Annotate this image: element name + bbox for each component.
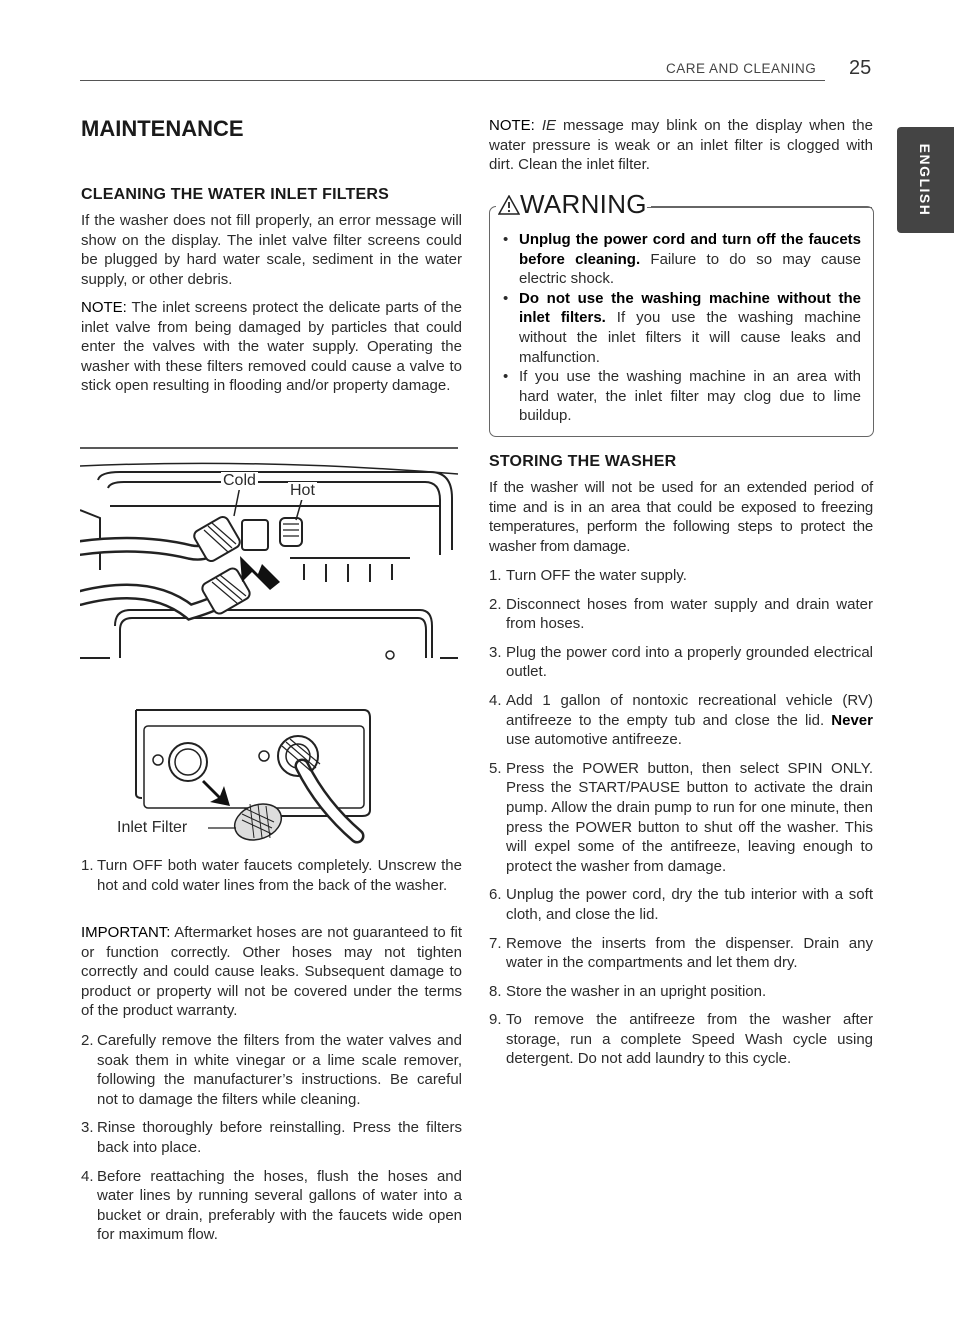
list-item xyxy=(489,595,873,634)
step-number: 3. xyxy=(489,643,502,661)
language-tab-label: ENGLISH xyxy=(917,143,933,217)
step-bold-text: Never xyxy=(824,711,873,729)
step-number: 4. xyxy=(81,1167,94,1185)
steps-list-part2 xyxy=(81,1031,462,1254)
error-code: IE xyxy=(541,117,557,134)
inlet-filter-label: Inlet Filter xyxy=(117,819,188,836)
page-number: 25 xyxy=(849,57,872,79)
list-item: • Unplug the power cord and turn off the faucets before cleaning. Failure to do so may cause electric shock. xyxy=(503,231,861,288)
step-number: 8. xyxy=(489,982,502,1000)
step-text-after: use automotive antifreeze. xyxy=(506,731,682,749)
step-text: Turn OFF the water supply. xyxy=(506,567,687,584)
step-text: Rinse thoroughly before reinstalling. Press the filters back into place. xyxy=(97,1119,462,1156)
important-paragraph xyxy=(81,923,462,1021)
step-text: To remove the antifreeze from the washer after storage, run a complete Speed Wash cycle using detergent. Do not add laundry to this cycle. xyxy=(506,1011,873,1068)
list-item: • If you use the washing machine in an area with hard water, the inlet filter may clog due to lime buildup. xyxy=(503,368,861,425)
storing-steps-list xyxy=(489,566,873,1078)
step-text: Before reattaching the hoses, flush the hoses and water lines by running several gallons of water into a bucket or drain, preferably with the faucets wide open for maximum flow. xyxy=(97,1167,462,1244)
important-label: IMPORTANT: xyxy=(81,924,171,941)
step-number: 7. xyxy=(489,934,502,952)
warning-bold-text: Unplug the power cord and turn off the faucets before cleaning. xyxy=(519,231,861,268)
list-item xyxy=(489,934,873,973)
warning-bold-text: Do not use the washing machine without the inlet filters. xyxy=(519,289,861,327)
list-item xyxy=(489,643,873,682)
storing-intro: If the washer will not be used for an extended period of time and is in an area that could be exposed to freezing temperatures, perform the following steps to protect the washer from damage. xyxy=(489,479,873,555)
hot-label: Hot xyxy=(290,482,315,499)
washer-hoses-figure xyxy=(80,440,460,662)
list-item: • Do not use the washing machine without the inlet filters. If you use the washing machine without the inlet filters it will cause leaks and malfunction. xyxy=(503,289,861,366)
warning-text: Failure to do so may cause electric shock. xyxy=(519,250,861,288)
step-number: 5. xyxy=(489,759,502,777)
section-title: CARE AND CLEANING xyxy=(666,61,817,76)
note-label: NOTE: xyxy=(489,117,535,134)
warning-text: If you use the washing machine without the inlet filters it will cause leaks and malfunction. xyxy=(519,309,861,366)
list-item xyxy=(489,1010,873,1069)
list-item xyxy=(489,885,873,924)
warning-title: WARNING xyxy=(520,189,647,219)
warning-heading xyxy=(496,189,651,220)
note-label: NOTE: xyxy=(81,299,127,316)
steps-list-part1 xyxy=(81,856,462,904)
step-number: 2. xyxy=(489,595,502,613)
page-heading: MAINTENANCE xyxy=(81,116,244,141)
step-number: 6. xyxy=(489,886,502,904)
cold-label: Cold xyxy=(223,472,256,489)
warning-text: If you use the washing machine in an area with hard water, the inlet filter may clog due to lime buildup. xyxy=(519,368,861,425)
note-text: The inlet screens protect the delicate parts of the inlet valve from being damaged by particles that could enter the valves with the water supply. Operating the washer with these filters removed could cause a valve to stick open resulting in flooding and/or property damage. xyxy=(81,299,462,395)
list-item xyxy=(489,759,873,877)
language-tab xyxy=(897,127,954,233)
step-number: 1. xyxy=(489,567,502,584)
list-item xyxy=(81,1167,462,1245)
step-text: Carefully remove the filters from the water valves and soak them in white vinegar or a lime scale remover, following the manufacturer’s instructions. Be careful not to damage the filters while cleaning. xyxy=(97,1032,462,1108)
step-text: Disconnect hoses from water supply and drain water from hoses. xyxy=(506,595,873,633)
list-item xyxy=(81,1118,462,1157)
step-number: 4. xyxy=(489,691,502,709)
warning-triangle-icon xyxy=(498,195,520,215)
section-heading-storing: STORING THE WASHER xyxy=(489,453,677,470)
list-item xyxy=(489,691,873,750)
list-item xyxy=(489,566,873,586)
step-text: Turn OFF both water faucets completely. Unscrew the hot and cold water lines from the back of the washer. xyxy=(97,857,462,894)
step-text: Unplug the power cord, dry the tub interior with a soft cloth, and close the lid. xyxy=(506,886,873,923)
warning-title-rule xyxy=(647,207,872,208)
step-number: 3. xyxy=(81,1119,94,1137)
step-number: 9. xyxy=(489,1011,502,1029)
warning-list xyxy=(503,230,861,426)
list-item xyxy=(489,982,873,1002)
step-number: 2. xyxy=(81,1032,94,1049)
ie-note-paragraph xyxy=(489,116,873,175)
section-heading-inlet-filters: CLEANING THE WATER INLET FILTERS xyxy=(81,186,390,203)
note-paragraph xyxy=(81,298,462,396)
step-number: 1. xyxy=(81,857,94,874)
header-rule xyxy=(80,80,825,81)
list-item xyxy=(81,1031,462,1109)
step-text: Press the POWER button, then select SPIN ONLY. Press the START/PAUSE button to activate the drain pump. Allow the drain pump to run for one minute, then press the POWER button to shut off the washer. This will expel some of the antifreeze, leaving enough to protect the washer from damage. xyxy=(506,759,873,875)
intro-paragraph: If the washer does not fill properly, an error message will show on the display. The inlet valve filter screens could be plugged by hard water scale, sediment in the water supply, or other debris. xyxy=(81,212,462,288)
list-item xyxy=(81,856,462,895)
note-text: message may blink on the display when the water pressure is weak or an inlet filter is clogged with dirt. Clean the inlet filter. xyxy=(489,117,873,174)
important-text: Aftermarket hoses are not guaranteed to fit or function correctly. Other hoses may not tighten correctly and could cause leaks. Subsequent damage to product or property will not be covered under the terms of the product warranty. xyxy=(81,924,462,1020)
step-text: Remove the inserts from the dispenser. Drain any water in the compartments and let them dry. xyxy=(506,934,873,972)
step-text: Store the washer in an upright position. xyxy=(506,982,767,1000)
step-text: Add 1 gallon of nontoxic recreational vehicle (RV) antifreeze to the empty tub and close the lid. xyxy=(506,691,873,729)
step-text: Plug the power cord into a properly grounded electrical outlet. xyxy=(506,643,873,681)
